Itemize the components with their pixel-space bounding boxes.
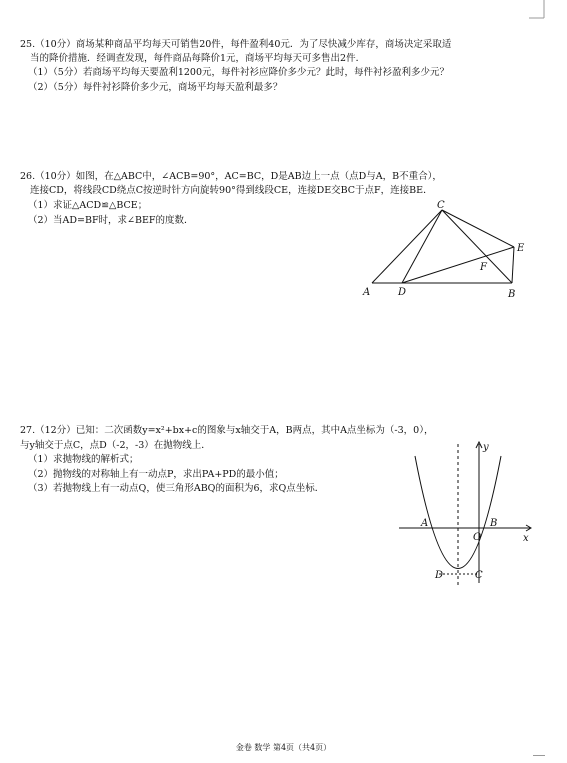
page-footer: 金卷 数学 第4页（共4页） bbox=[235, 743, 332, 752]
q27-stem-line2: 与y轴交于点C，点D（-2，-3）在抛物线上． bbox=[20, 440, 211, 451]
label-c: C bbox=[437, 200, 445, 211]
q26-stem-line2: 连接CD，将线段CD绕点C按逆时针方向旋转90°得到线段CE，连接DE交BC于点F，连接BE． bbox=[30, 185, 433, 196]
bottom-right-mark bbox=[533, 755, 545, 756]
q25-part2: （2）（5分）每件衬衫降价多少元，商场平均每天盈利最多？ bbox=[28, 82, 283, 93]
q27-part1: （1）求抛物线的解析式； bbox=[28, 454, 139, 465]
segment-be bbox=[512, 247, 514, 283]
label-y: y bbox=[483, 442, 489, 453]
corner-mark bbox=[525, 0, 545, 20]
label-d: D bbox=[435, 570, 444, 581]
q26-part2: （2）当AD=BF时，求∠BEF的度数． bbox=[28, 215, 194, 226]
q25-part1: （1）（5分）若商场平均每天要盈利1200元，每件衬衫应降价多少元？此时，每件衬衫盈利多少元？ bbox=[28, 67, 450, 78]
label-a: A bbox=[363, 287, 371, 298]
q27-part3: （3）若抛物线上有一动点Q，使三角形ABQ的面积为6，求Q点坐标． bbox=[28, 483, 325, 494]
label-o: O bbox=[473, 532, 482, 543]
parabola-figure bbox=[395, 438, 540, 588]
segment-ce bbox=[442, 210, 514, 247]
q26-stem-line1: 26.（10分）如图，在△ABC中，∠ACB=90°，AC=BC，D是AB边上一点（点D与A，B不重合）， bbox=[20, 171, 442, 182]
label-b: B bbox=[490, 518, 498, 529]
label-f: F bbox=[480, 262, 487, 273]
segment-ac bbox=[372, 210, 442, 283]
q25-stem-line1: 25.（10分）商场某种商品平均每天可销售20件，每件盈利40元．为了尽快减少库存，商场决定采取适 bbox=[20, 39, 452, 50]
label-x: x bbox=[523, 533, 529, 544]
label-e: E bbox=[517, 243, 525, 254]
label-d: D bbox=[398, 287, 407, 298]
q27-part2: （2）抛物线的对称轴上有一动点P，求出PA+PD的最小值； bbox=[28, 469, 284, 480]
q26-part1: （1）求证△ACD≌△BCE； bbox=[28, 200, 148, 211]
segment-cb bbox=[442, 210, 512, 283]
q27-stem-line1: 27.（12分）已知：二次函数y=x²+bx+c的图象与x轴交于A，B两点，其中A点坐标为（-3，0）， bbox=[20, 425, 434, 436]
q25-stem-line2: 当的降价措施．经调查发现，每件商品每降价1元，商场平均每天可多售出2件． bbox=[30, 53, 366, 64]
label-c: C bbox=[475, 570, 483, 581]
label-b: B bbox=[508, 289, 516, 300]
label-a: A bbox=[421, 518, 429, 529]
triangle-figure bbox=[360, 200, 540, 305]
